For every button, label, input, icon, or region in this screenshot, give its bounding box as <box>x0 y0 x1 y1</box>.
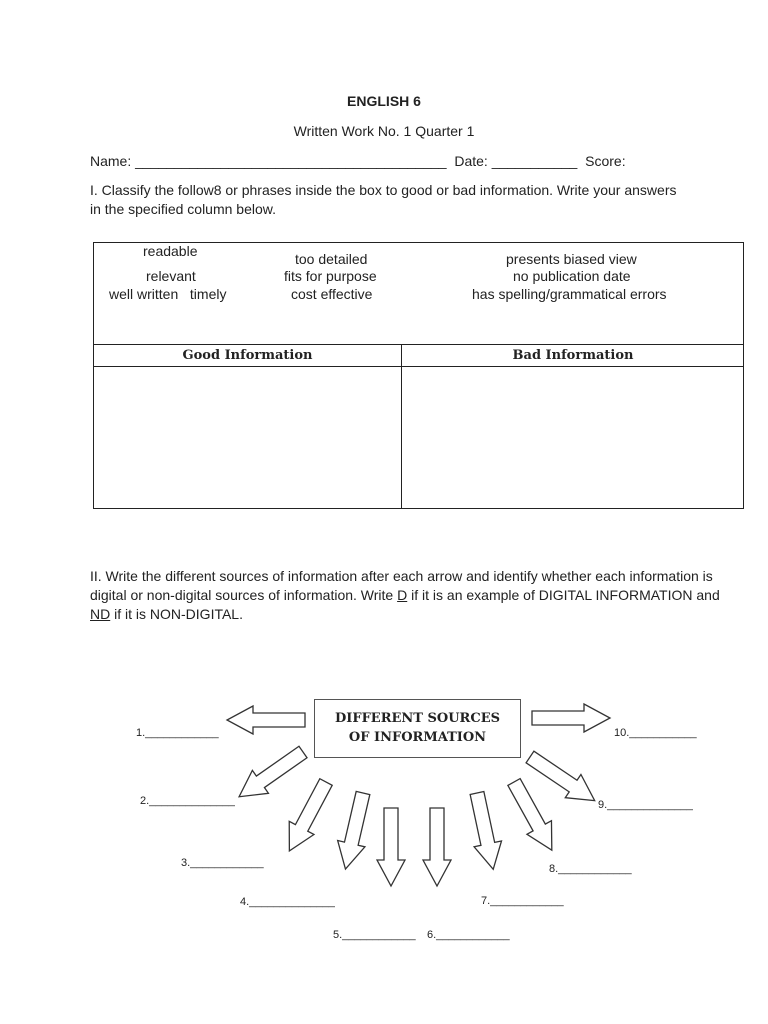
word-fits-for-purpose: fits for purpose <box>284 268 377 284</box>
good-information-header: Good Information <box>182 348 313 363</box>
word-presents-biased-view: presents biased view <box>506 251 637 267</box>
non-digital-code: ND <box>90 606 111 622</box>
arrow-9 <box>522 745 602 812</box>
blank-7[interactable]: 7.____________ <box>481 895 564 907</box>
blank-5[interactable]: 5.____________ <box>333 929 416 941</box>
part2-instruction: II. Write the different sources of information after each arrow and identify whether each information is digital or non-digital sources of information. Write D if it is an example of DIGITAL INFORMATION and ND if it is NON-DIGITAL. <box>90 568 720 622</box>
word-well-written-timely: well written timely <box>109 286 227 302</box>
part1-instruction: I. Classify the follow8 or phrases inside the box to good or bad information. Write your answers in the specified column below. <box>90 182 677 217</box>
word-relevant: relevant <box>146 268 196 284</box>
diagram-title: DIFFERENT SOURCES OF INFORMATION <box>334 711 500 745</box>
arrow-7 <box>463 790 507 872</box>
arrow-1 <box>227 706 305 734</box>
arrow-10 <box>532 704 610 732</box>
word-cost-effective: cost effective <box>291 286 373 302</box>
word-no-publication-date: no publication date <box>513 268 631 284</box>
arrow-8 <box>502 775 564 857</box>
digital-code: D <box>397 587 408 603</box>
blank-10[interactable]: 10.___________ <box>614 727 697 739</box>
word-too-detailed: too detailed <box>295 251 368 267</box>
bad-information-header: Bad Information <box>512 348 634 363</box>
blank-2[interactable]: 2.______________ <box>140 795 235 807</box>
blank-6[interactable]: 6.____________ <box>427 929 510 941</box>
arrow-3 <box>277 775 338 857</box>
arrow-6 <box>423 808 451 886</box>
arrow-2 <box>231 741 311 809</box>
word-spelling-errors: has spelling/grammatical errors <box>472 286 667 302</box>
arrow-4 <box>332 790 377 872</box>
blank-4[interactable]: 4.______________ <box>240 896 335 908</box>
arrow-5 <box>377 808 405 886</box>
worksheet-title: ENGLISH 6 <box>347 93 421 109</box>
blank-9[interactable]: 9.______________ <box>598 799 693 811</box>
worksheet-subtitle: Written Work No. 1 Quarter 1 <box>293 123 475 139</box>
word-readable: readable <box>143 243 198 259</box>
blank-8[interactable]: 8.____________ <box>549 863 632 875</box>
name-date-score-line: Name: ________________________________________ Date: ___________ Score: <box>90 153 626 169</box>
blank-3[interactable]: 3.____________ <box>181 857 264 869</box>
blank-1[interactable]: 1.____________ <box>136 727 219 739</box>
